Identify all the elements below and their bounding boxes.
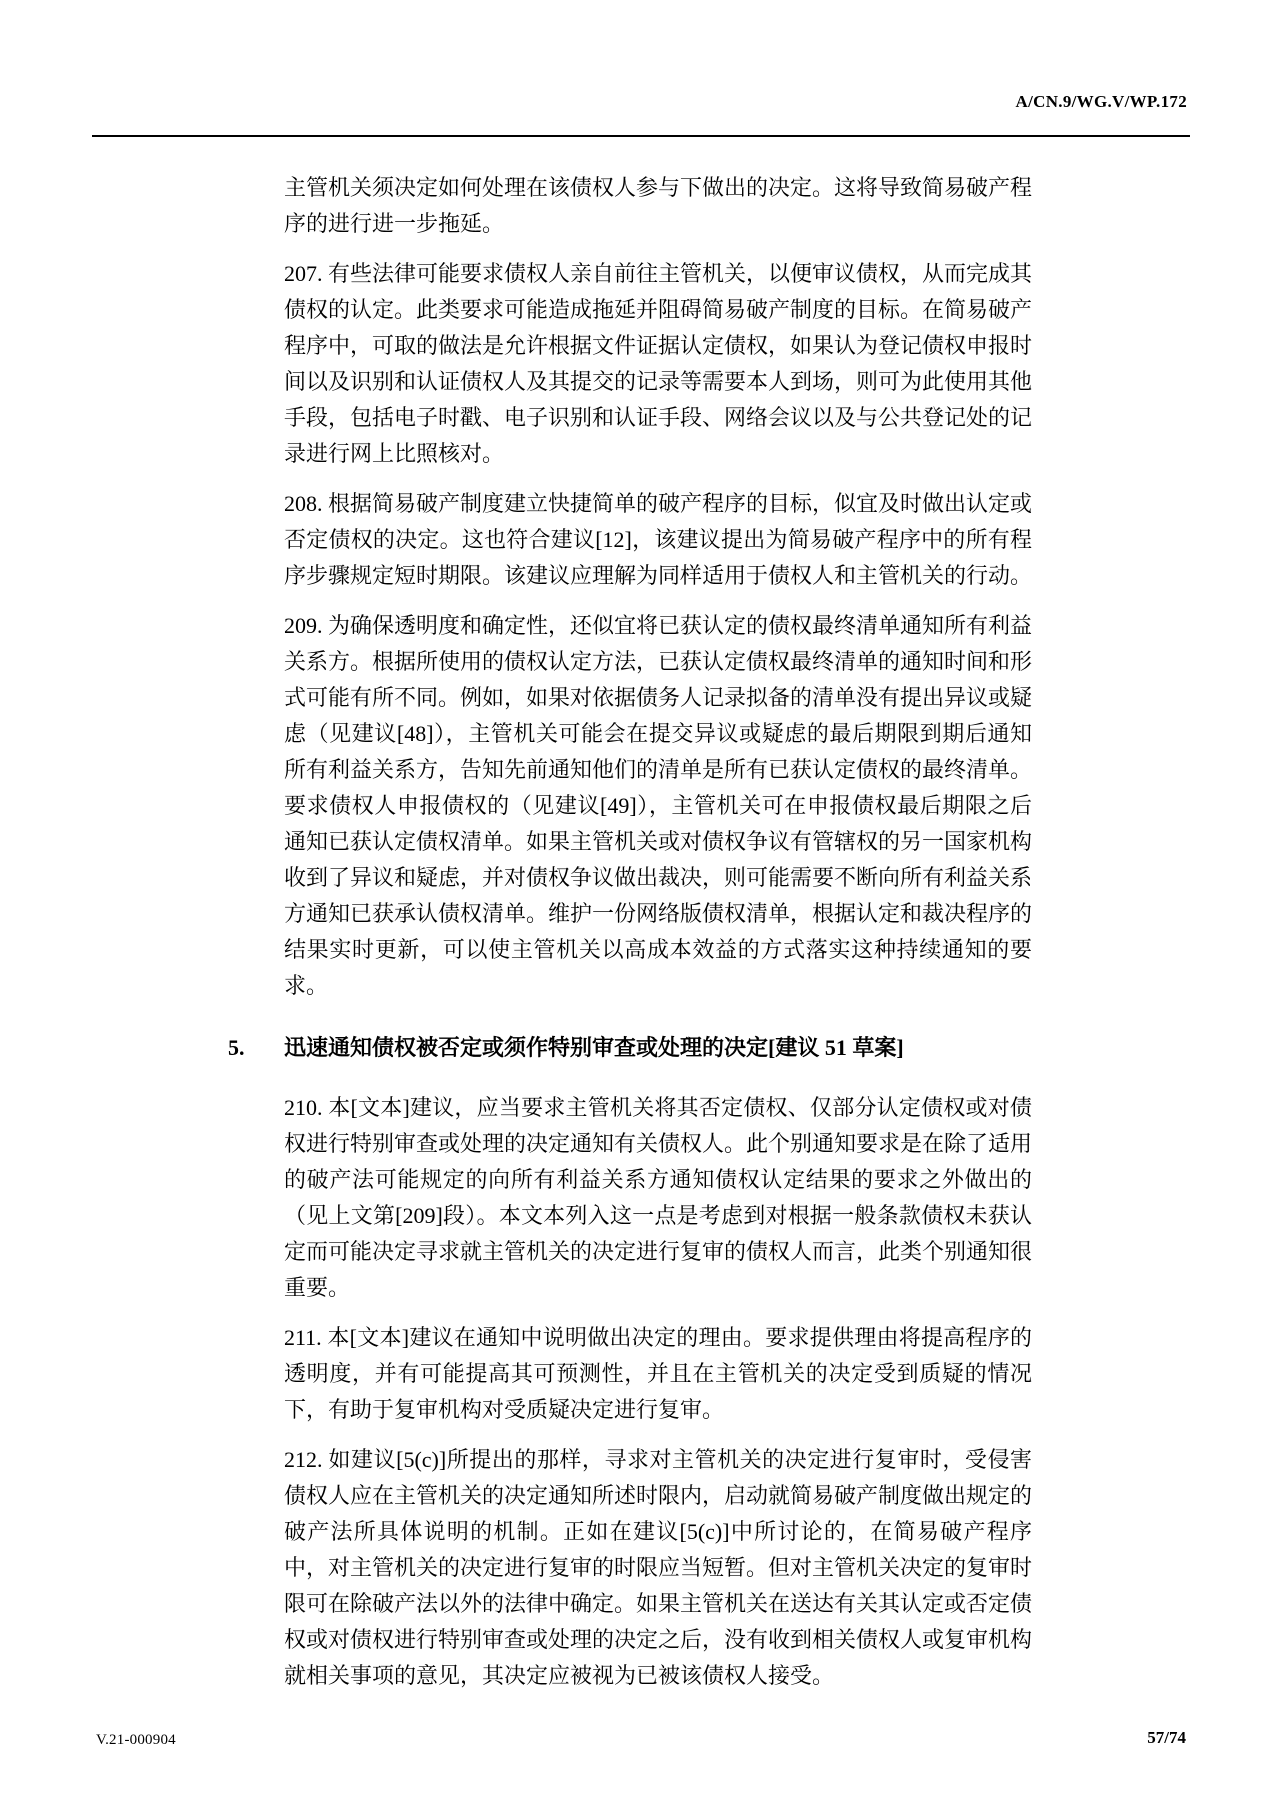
- paragraph-208: 208. 根据简易破产制度建立快捷简单的破产程序的目标，似宜及时做出认定或否定债权的决定。这也符合建议[12]，该建议提出为简易破产程序中的所有程序步骤规定短时期限。该建议应理解为同样适用于债权人和主管机关的行动。: [284, 491, 1033, 588]
- footer-page-number: 57/74: [1147, 1728, 1186, 1747]
- paragraph-207: 207. 有些法律可能要求债权人亲自前往主管机关，以便审议债权，从而完成其债权的认定。此类要求可能造成拖延并阻碍简易破产制度的目标。在简易破产程序中，可取的做法是允许根据文件证据认定债权，如果认为登记债权申报时间以及识别和认证债权人及其提交的记录等需要本人到场，则可为此使用其他手段，包括电子时戳、电子识别和认证手段、网络会议以及与公共登记处的记录进行网上比照核对。: [284, 261, 1033, 466]
- footer-job-number: V.21-000904: [96, 1732, 176, 1748]
- paragraph-210: 210. 本[文本]建议，应当要求主管机关将其否定债权、仅部分认定债权或对债权进行特别审查或处理的决定通知有关债权人。此个别通知要求是在除了适用的破产法可能规定的向所有利益关系方通知债权认定结果的要求之外做出的（见上文第[209]段）。本文本列入这一点是考虑到对根据一般条款债权未获认定而可能决定寻求就主管机关的决定进行复审的债权人而言，此类个别通知很重要。: [284, 1095, 1033, 1300]
- document-symbol: A/CN.9/WG.V/WP.172: [1015, 92, 1187, 111]
- paragraph-211: 211. 本[文本]建议在通知中说明做出决定的理由。要求提供理由将提高程序的透明度，并有可能提高其可预测性，并且在主管机关的决定受到质疑的情况下，有助于复审机构对受质疑决定进行复审。: [284, 1325, 1032, 1422]
- section-title: 迅速通知债权被否定或须作特别审查或处理的决定[建议 51 草案]: [284, 1035, 904, 1060]
- section-number: 5.: [228, 1035, 245, 1060]
- paragraph-212: 212. 如建议[5(c)]所提出的那样，寻求对主管机关的决定进行复审时，受侵害债权人应在主管机关的决定通知所述时限内，启动就简易破产制度做出规定的破产法所具体说明的机制。正如在建议[5(c)]中所讨论的，在简易破产程序中，对主管机关的决定进行复审的时限应当短暂。但对主管机关决定的复审时限可在除破产法以外的法律中确定。如果主管机关在送达有关其认定或否定债权或对债权进行特别审查或处理的决定之后，没有收到相关债权人或复审机构就相关事项的意见，其决定应被视为已被该债权人接受。: [284, 1447, 1033, 1688]
- document-body: [228, 170, 1033, 1708]
- header-rule: [92, 135, 1190, 137]
- paragraph-continuation: 主管机关须决定如何处理在该债权人参与下做出的决定。这将导致简易破产程序的进行进一步拖延。: [284, 175, 1033, 236]
- section-heading-5: [228, 1030, 1032, 1066]
- paragraph-209: 209. 为确保透明度和确定性，还似宜将已获认定的债权最终清单通知所有利益关系方。根据所使用的债权认定方法，已获认定债权最终清单的通知时间和形式可能有所不同。例如，如果对依据债务人记录拟备的清单没有提出异议或疑虑（见建议[48]），主管机关可能会在提交异议或疑虑的最后期限到期后通知所有利益关系方，告知先前通知他们的清单是所有已获认定债权的最终清单。要求债权人申报债权的（见建议[49]），主管机关可在申报债权最后期限之后通知已获认定债权清单。如果主管机关或对债权争议有管辖权的另一国家机构收到了异议和疑虑，并对债权争议做出裁决，则可能需要不断向所有利益关系方通知已获承认债权清单。维护一份网络版债权清单，根据认定和裁决程序的结果实时更新，可以使主管机关以高成本效益的方式落实这种持续通知的要求。: [284, 613, 1033, 998]
